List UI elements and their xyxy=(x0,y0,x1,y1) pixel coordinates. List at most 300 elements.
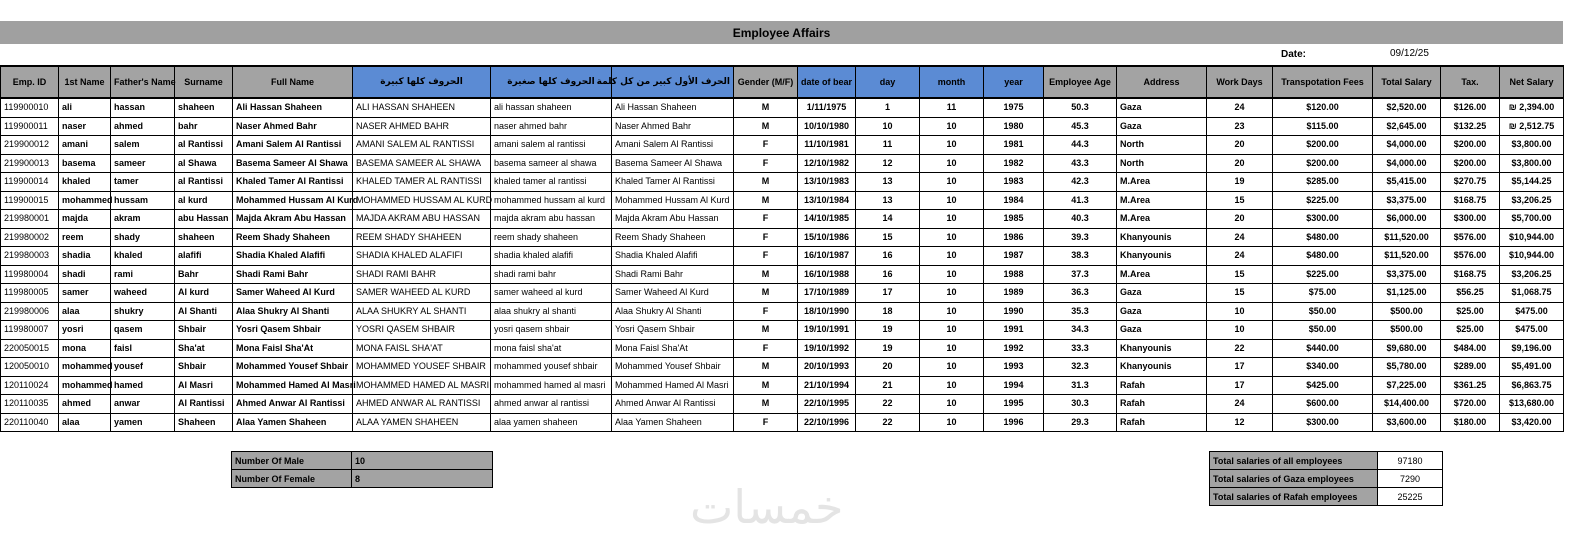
cell-net-salary[interactable]: $10,944.00 xyxy=(1500,228,1564,247)
cell-day[interactable]: 18 xyxy=(856,302,920,321)
column-header-lower-name[interactable]: الحروف كلها صغيرة xyxy=(491,66,612,98)
cell-upper-name[interactable]: MONA FAISL SHA'AT xyxy=(353,339,491,358)
cell-total-salary[interactable]: $500.00 xyxy=(1373,302,1441,321)
cell-full-name[interactable]: Naser Ahmed Bahr xyxy=(233,117,353,136)
cell-first-name[interactable]: alaa xyxy=(59,302,111,321)
cell-address[interactable]: Rafah xyxy=(1117,376,1207,395)
cell-upper-name[interactable]: MAJDA AKRAM ABU HASSAN xyxy=(353,210,491,229)
cell-total-salary[interactable]: $5,780.00 xyxy=(1373,358,1441,377)
cell-employee-age[interactable]: 44.3 xyxy=(1044,136,1117,155)
cell-emp-id[interactable]: 120110035 xyxy=(1,395,59,414)
cell-month[interactable]: 10 xyxy=(920,321,984,340)
cell-transport-fees[interactable]: $600.00 xyxy=(1273,395,1373,414)
cell-upper-name[interactable]: NASER AHMED BAHR xyxy=(353,117,491,136)
cell-gender[interactable]: F xyxy=(734,136,798,155)
cell-year[interactable]: 1984 xyxy=(984,191,1044,210)
cell-lower-name[interactable]: amani salem al rantissi xyxy=(491,136,612,155)
cell-full-name[interactable]: Mona Faisl Sha'At xyxy=(233,339,353,358)
cell-work-days[interactable]: 23 xyxy=(1207,117,1273,136)
cell-emp-id[interactable]: 119980007 xyxy=(1,321,59,340)
cell-first-name[interactable]: samer xyxy=(59,284,111,303)
column-header-total-salary[interactable]: Total Salary xyxy=(1373,66,1441,98)
cell-full-name[interactable]: Shadia Khaled Alafifi xyxy=(233,247,353,266)
cell-emp-id[interactable]: 220050015 xyxy=(1,339,59,358)
cell-lower-name[interactable]: alaa yamen shaheen xyxy=(491,413,612,432)
cell-surname[interactable]: Al Rantissi xyxy=(175,395,233,414)
cell-address[interactable]: Khanyounis xyxy=(1117,247,1207,266)
cell-lower-name[interactable]: reem shady shaheen xyxy=(491,228,612,247)
cell-gender[interactable]: F xyxy=(734,247,798,266)
cell-transport-fees[interactable]: $225.00 xyxy=(1273,265,1373,284)
cell-work-days[interactable]: 22 xyxy=(1207,339,1273,358)
cell-proper-name[interactable]: Ali Hassan Shaheen xyxy=(612,98,734,117)
cell-lower-name[interactable]: majda akram abu hassan xyxy=(491,210,612,229)
cell-transport-fees[interactable]: $225.00 xyxy=(1273,191,1373,210)
cell-upper-name[interactable]: AHMED ANWAR AL RANTISSI xyxy=(353,395,491,414)
cell-tax[interactable]: $132.25 xyxy=(1441,117,1500,136)
cell-first-name[interactable]: mohammed xyxy=(59,358,111,377)
cell-gender[interactable]: M xyxy=(734,191,798,210)
cell-employee-age[interactable]: 31.3 xyxy=(1044,376,1117,395)
cell-work-days[interactable]: 24 xyxy=(1207,228,1273,247)
cell-first-name[interactable]: naser xyxy=(59,117,111,136)
cell-first-name[interactable]: ali xyxy=(59,98,111,117)
cell-surname[interactable]: al Rantissi xyxy=(175,136,233,155)
cell-tax[interactable]: $576.00 xyxy=(1441,228,1500,247)
cell-upper-name[interactable]: YOSRI QASEM SHBAIR xyxy=(353,321,491,340)
cell-date-of-birth[interactable]: 1/11/1975 xyxy=(798,98,856,117)
cell-year[interactable]: 1989 xyxy=(984,284,1044,303)
cell-lower-name[interactable]: mohammed yousef shbair xyxy=(491,358,612,377)
cell-tax[interactable]: $484.00 xyxy=(1441,339,1500,358)
cell-upper-name[interactable]: ALAA SHUKRY AL SHANTI xyxy=(353,302,491,321)
cell-lower-name[interactable]: yosri qasem shbair xyxy=(491,321,612,340)
cell-work-days[interactable]: 20 xyxy=(1207,136,1273,155)
cell-transport-fees[interactable]: $480.00 xyxy=(1273,228,1373,247)
cell-emp-id[interactable]: 120050010 xyxy=(1,358,59,377)
cell-full-name[interactable]: Alaa Yamen Shaheen xyxy=(233,413,353,432)
cell-year[interactable]: 1996 xyxy=(984,413,1044,432)
cell-lower-name[interactable]: ali hassan shaheen xyxy=(491,98,612,117)
cell-fathers-name[interactable]: shady xyxy=(111,228,175,247)
cell-month[interactable]: 10 xyxy=(920,117,984,136)
cell-proper-name[interactable]: Reem Shady Shaheen xyxy=(612,228,734,247)
cell-day[interactable]: 16 xyxy=(856,265,920,284)
cell-fathers-name[interactable]: rami xyxy=(111,265,175,284)
cell-employee-age[interactable]: 36.3 xyxy=(1044,284,1117,303)
cell-fathers-name[interactable]: waheed xyxy=(111,284,175,303)
cell-first-name[interactable]: yosri xyxy=(59,321,111,340)
cell-emp-id[interactable]: 219900012 xyxy=(1,136,59,155)
cell-tax[interactable]: $56.25 xyxy=(1441,284,1500,303)
cell-net-salary[interactable]: $1,068.75 xyxy=(1500,284,1564,303)
cell-gender[interactable]: M xyxy=(734,395,798,414)
cell-first-name[interactable]: khaled xyxy=(59,173,111,192)
cell-year[interactable]: 1975 xyxy=(984,98,1044,117)
cell-tax[interactable]: $270.75 xyxy=(1441,173,1500,192)
cell-date-of-birth[interactable]: 18/10/1990 xyxy=(798,302,856,321)
column-header-month[interactable]: month xyxy=(920,66,984,98)
column-header-full-name[interactable]: Full Name xyxy=(233,66,353,98)
cell-date-of-birth[interactable]: 13/10/1984 xyxy=(798,191,856,210)
cell-total-salary[interactable]: $3,375.00 xyxy=(1373,191,1441,210)
cell-surname[interactable]: al Shawa xyxy=(175,154,233,173)
cell-transport-fees[interactable]: $285.00 xyxy=(1273,173,1373,192)
cell-employee-age[interactable]: 50.3 xyxy=(1044,98,1117,117)
cell-day[interactable]: 11 xyxy=(856,136,920,155)
cell-month[interactable]: 11 xyxy=(920,98,984,117)
cell-fathers-name[interactable]: sameer xyxy=(111,154,175,173)
cell-work-days[interactable]: 19 xyxy=(1207,173,1273,192)
cell-month[interactable]: 10 xyxy=(920,302,984,321)
cell-address[interactable]: Khanyounis xyxy=(1117,358,1207,377)
cell-fathers-name[interactable]: yousef xyxy=(111,358,175,377)
column-header-surname[interactable]: Surname xyxy=(175,66,233,98)
cell-surname[interactable]: Bahr xyxy=(175,265,233,284)
cell-lower-name[interactable]: ahmed anwar al rantissi xyxy=(491,395,612,414)
cell-emp-id[interactable]: 119900014 xyxy=(1,173,59,192)
cell-full-name[interactable]: Mohammed Hussam Al Kurd xyxy=(233,191,353,210)
cell-day[interactable]: 21 xyxy=(856,376,920,395)
cell-surname[interactable]: bahr xyxy=(175,117,233,136)
cell-net-salary[interactable]: $5,700.00 xyxy=(1500,210,1564,229)
column-header-address[interactable]: Address xyxy=(1117,66,1207,98)
cell-transport-fees[interactable]: $75.00 xyxy=(1273,284,1373,303)
cell-work-days[interactable]: 12 xyxy=(1207,413,1273,432)
cell-fathers-name[interactable]: salem xyxy=(111,136,175,155)
cell-net-salary[interactable]: $3,206.25 xyxy=(1500,191,1564,210)
column-header-fathers-name[interactable]: Father's Name xyxy=(111,66,175,98)
cell-transport-fees[interactable]: $440.00 xyxy=(1273,339,1373,358)
cell-surname[interactable]: Shaheen xyxy=(175,413,233,432)
cell-work-days[interactable]: 24 xyxy=(1207,247,1273,266)
cell-tax[interactable]: $200.00 xyxy=(1441,136,1500,155)
cell-upper-name[interactable]: ALI HASSAN SHAHEEN xyxy=(353,98,491,117)
cell-date-of-birth[interactable]: 17/10/1989 xyxy=(798,284,856,303)
cell-employee-age[interactable]: 43.3 xyxy=(1044,154,1117,173)
cell-tax[interactable]: $180.00 xyxy=(1441,413,1500,432)
cell-upper-name[interactable]: ALAA YAMEN SHAHEEN xyxy=(353,413,491,432)
cell-date-of-birth[interactable]: 15/10/1986 xyxy=(798,228,856,247)
cell-lower-name[interactable]: basema sameer al shawa xyxy=(491,154,612,173)
cell-transport-fees[interactable]: $300.00 xyxy=(1273,210,1373,229)
cell-net-salary[interactable]: ₪ 2,394.00 xyxy=(1500,98,1564,117)
cell-work-days[interactable]: 20 xyxy=(1207,154,1273,173)
cell-tax[interactable]: $25.00 xyxy=(1441,302,1500,321)
cell-total-salary[interactable]: $4,000.00 xyxy=(1373,136,1441,155)
cell-date-of-birth[interactable]: 22/10/1996 xyxy=(798,413,856,432)
cell-net-salary[interactable]: $5,144.25 xyxy=(1500,173,1564,192)
cell-tax[interactable]: $126.00 xyxy=(1441,98,1500,117)
cell-full-name[interactable]: Khaled Tamer Al Rantissi xyxy=(233,173,353,192)
cell-address[interactable]: Khanyounis xyxy=(1117,228,1207,247)
cell-gender[interactable]: F xyxy=(734,413,798,432)
cell-emp-id[interactable]: 119980005 xyxy=(1,284,59,303)
cell-day[interactable]: 13 xyxy=(856,173,920,192)
column-header-upper-name[interactable]: الحروف كلها كبيرة xyxy=(353,66,491,98)
cell-date-of-birth[interactable]: 13/10/1983 xyxy=(798,173,856,192)
cell-year[interactable]: 1994 xyxy=(984,376,1044,395)
cell-work-days[interactable]: 10 xyxy=(1207,321,1273,340)
cell-employee-age[interactable]: 41.3 xyxy=(1044,191,1117,210)
cell-date-of-birth[interactable]: 10/10/1980 xyxy=(798,117,856,136)
cell-day[interactable]: 1 xyxy=(856,98,920,117)
cell-address[interactable]: M.Area xyxy=(1117,191,1207,210)
cell-gender[interactable]: F xyxy=(734,339,798,358)
cell-proper-name[interactable]: Shadi Rami Bahr xyxy=(612,265,734,284)
cell-gender[interactable]: M xyxy=(734,117,798,136)
cell-work-days[interactable]: 15 xyxy=(1207,191,1273,210)
cell-day[interactable]: 20 xyxy=(856,358,920,377)
cell-year[interactable]: 1993 xyxy=(984,358,1044,377)
cell-gender[interactable]: M xyxy=(734,265,798,284)
cell-month[interactable]: 10 xyxy=(920,339,984,358)
cell-date-of-birth[interactable]: 14/10/1985 xyxy=(798,210,856,229)
cell-date-of-birth[interactable]: 16/10/1988 xyxy=(798,265,856,284)
cell-transport-fees[interactable]: $115.00 xyxy=(1273,117,1373,136)
gender-summary-value[interactable]: 10 xyxy=(352,452,493,470)
cell-tax[interactable]: $300.00 xyxy=(1441,210,1500,229)
cell-surname[interactable]: abu Hassan xyxy=(175,210,233,229)
cell-transport-fees[interactable]: $425.00 xyxy=(1273,376,1373,395)
cell-upper-name[interactable]: AMANI SALEM AL RANTISSI xyxy=(353,136,491,155)
cell-work-days[interactable]: 24 xyxy=(1207,98,1273,117)
cell-day[interactable]: 19 xyxy=(856,321,920,340)
column-header-net-salary[interactable]: Net Salary xyxy=(1500,66,1564,98)
cell-net-salary[interactable]: $3,800.00 xyxy=(1500,154,1564,173)
cell-emp-id[interactable]: 219980003 xyxy=(1,247,59,266)
cell-employee-age[interactable]: 35.3 xyxy=(1044,302,1117,321)
cell-proper-name[interactable]: Basema Sameer Al Shawa xyxy=(612,154,734,173)
cell-address[interactable]: Gaza xyxy=(1117,284,1207,303)
cell-first-name[interactable]: basema xyxy=(59,154,111,173)
cell-day[interactable]: 14 xyxy=(856,210,920,229)
cell-total-salary[interactable]: $3,375.00 xyxy=(1373,265,1441,284)
cell-fathers-name[interactable]: qasem xyxy=(111,321,175,340)
cell-total-salary[interactable]: $6,000.00 xyxy=(1373,210,1441,229)
cell-gender[interactable]: F xyxy=(734,210,798,229)
cell-year[interactable]: 1980 xyxy=(984,117,1044,136)
cell-full-name[interactable]: Yosri Qasem Shbair xyxy=(233,321,353,340)
column-header-year[interactable]: year xyxy=(984,66,1044,98)
cell-work-days[interactable]: 17 xyxy=(1207,376,1273,395)
cell-full-name[interactable]: Ali Hassan Shaheen xyxy=(233,98,353,117)
cell-transport-fees[interactable]: $200.00 xyxy=(1273,136,1373,155)
cell-emp-id[interactable]: 119900015 xyxy=(1,191,59,210)
column-header-work-days[interactable]: Work Days xyxy=(1207,66,1273,98)
cell-surname[interactable]: Shbair xyxy=(175,321,233,340)
cell-upper-name[interactable]: SHADIA KHALED ALAFIFI xyxy=(353,247,491,266)
cell-upper-name[interactable]: MOHAMMED HUSSAM AL KURD xyxy=(353,191,491,210)
cell-full-name[interactable]: Mohammed Yousef Shbair xyxy=(233,358,353,377)
cell-tax[interactable]: $25.00 xyxy=(1441,321,1500,340)
cell-fathers-name[interactable]: faisl xyxy=(111,339,175,358)
cell-emp-id[interactable]: 119980004 xyxy=(1,265,59,284)
cell-surname[interactable]: al Rantissi xyxy=(175,173,233,192)
cell-fathers-name[interactable]: yamen xyxy=(111,413,175,432)
cell-surname[interactable]: Al Shanti xyxy=(175,302,233,321)
cell-total-salary[interactable]: $500.00 xyxy=(1373,321,1441,340)
cell-proper-name[interactable]: Samer Waheed Al Kurd xyxy=(612,284,734,303)
cell-full-name[interactable]: Ahmed Anwar Al Rantissi xyxy=(233,395,353,414)
cell-fathers-name[interactable]: tamer xyxy=(111,173,175,192)
cell-month[interactable]: 10 xyxy=(920,395,984,414)
cell-year[interactable]: 1982 xyxy=(984,154,1044,173)
cell-net-salary[interactable]: $3,206.25 xyxy=(1500,265,1564,284)
cell-fathers-name[interactable]: khaled xyxy=(111,247,175,266)
cell-surname[interactable]: al kurd xyxy=(175,191,233,210)
cell-emp-id[interactable]: 219980002 xyxy=(1,228,59,247)
cell-month[interactable]: 10 xyxy=(920,210,984,229)
cell-total-salary[interactable]: $11,520.00 xyxy=(1373,247,1441,266)
cell-proper-name[interactable]: Naser Ahmed Bahr xyxy=(612,117,734,136)
cell-year[interactable]: 1995 xyxy=(984,395,1044,414)
salary-summary-value[interactable]: 97180 xyxy=(1378,452,1443,470)
cell-transport-fees[interactable]: $50.00 xyxy=(1273,321,1373,340)
cell-surname[interactable]: Shbair xyxy=(175,358,233,377)
cell-proper-name[interactable]: Mohammed Hussam Al Kurd xyxy=(612,191,734,210)
cell-proper-name[interactable]: Amani Salem Al Rantissi xyxy=(612,136,734,155)
cell-address[interactable]: North xyxy=(1117,136,1207,155)
cell-gender[interactable]: F xyxy=(734,228,798,247)
cell-first-name[interactable]: alaa xyxy=(59,413,111,432)
cell-tax[interactable]: $168.75 xyxy=(1441,191,1500,210)
cell-full-name[interactable]: Amani Salem Al Rantissi xyxy=(233,136,353,155)
cell-date-of-birth[interactable]: 11/10/1981 xyxy=(798,136,856,155)
cell-year[interactable]: 1987 xyxy=(984,247,1044,266)
cell-net-salary[interactable]: $9,196.00 xyxy=(1500,339,1564,358)
cell-date-of-birth[interactable]: 21/10/1994 xyxy=(798,376,856,395)
cell-employee-age[interactable]: 32.3 xyxy=(1044,358,1117,377)
cell-address[interactable]: M.Area xyxy=(1117,265,1207,284)
cell-full-name[interactable]: Basema Sameer Al Shawa xyxy=(233,154,353,173)
cell-transport-fees[interactable]: $120.00 xyxy=(1273,98,1373,117)
cell-lower-name[interactable]: alaa shukry al shanti xyxy=(491,302,612,321)
cell-upper-name[interactable]: SAMER WAHEED AL KURD xyxy=(353,284,491,303)
cell-date-of-birth[interactable]: 12/10/1982 xyxy=(798,154,856,173)
cell-tax[interactable]: $168.75 xyxy=(1441,265,1500,284)
cell-net-salary[interactable]: $5,491.00 xyxy=(1500,358,1564,377)
cell-full-name[interactable]: Shadi Rami Bahr xyxy=(233,265,353,284)
column-header-first-name[interactable]: 1st Name xyxy=(59,66,111,98)
cell-day[interactable]: 10 xyxy=(856,117,920,136)
cell-total-salary[interactable]: $5,415.00 xyxy=(1373,173,1441,192)
cell-first-name[interactable]: shadia xyxy=(59,247,111,266)
cell-tax[interactable]: $720.00 xyxy=(1441,395,1500,414)
cell-address[interactable]: Gaza xyxy=(1117,98,1207,117)
cell-address[interactable]: North xyxy=(1117,154,1207,173)
cell-address[interactable]: Rafah xyxy=(1117,413,1207,432)
cell-work-days[interactable]: 20 xyxy=(1207,210,1273,229)
cell-day[interactable]: 22 xyxy=(856,413,920,432)
cell-net-salary[interactable]: $3,420.00 xyxy=(1500,413,1564,432)
cell-month[interactable]: 10 xyxy=(920,154,984,173)
cell-emp-id[interactable]: 120110024 xyxy=(1,376,59,395)
cell-employee-age[interactable]: 38.3 xyxy=(1044,247,1117,266)
cell-fathers-name[interactable]: ahmed xyxy=(111,117,175,136)
cell-year[interactable]: 1986 xyxy=(984,228,1044,247)
column-header-employee-age[interactable]: Employee Age xyxy=(1044,66,1117,98)
cell-surname[interactable]: alafifi xyxy=(175,247,233,266)
cell-lower-name[interactable]: mohammed hamed al masri xyxy=(491,376,612,395)
cell-upper-name[interactable]: BASEMA SAMEER AL SHAWA xyxy=(353,154,491,173)
cell-year[interactable]: 1990 xyxy=(984,302,1044,321)
cell-fathers-name[interactable]: anwar xyxy=(111,395,175,414)
cell-transport-fees[interactable]: $340.00 xyxy=(1273,358,1373,377)
cell-surname[interactable]: Al Masri xyxy=(175,376,233,395)
cell-year[interactable]: 1988 xyxy=(984,265,1044,284)
cell-upper-name[interactable]: SHADI RAMI BAHR xyxy=(353,265,491,284)
cell-first-name[interactable]: mohammed xyxy=(59,376,111,395)
cell-date-of-birth[interactable]: 19/10/1992 xyxy=(798,339,856,358)
cell-net-salary[interactable]: $3,800.00 xyxy=(1500,136,1564,155)
cell-first-name[interactable]: shadi xyxy=(59,265,111,284)
cell-date-of-birth[interactable]: 16/10/1987 xyxy=(798,247,856,266)
column-header-tax[interactable]: Tax. xyxy=(1441,66,1500,98)
cell-lower-name[interactable]: naser ahmed bahr xyxy=(491,117,612,136)
cell-proper-name[interactable]: Mohammed Yousef Shbair xyxy=(612,358,734,377)
column-header-transport-fees[interactable]: Transpotation Fees xyxy=(1273,66,1373,98)
column-header-gender[interactable]: Gender (M/F) xyxy=(734,66,798,98)
gender-summary-value[interactable]: 8 xyxy=(352,470,493,488)
cell-first-name[interactable]: amani xyxy=(59,136,111,155)
cell-total-salary[interactable]: $2,520.00 xyxy=(1373,98,1441,117)
cell-month[interactable]: 10 xyxy=(920,247,984,266)
cell-lower-name[interactable]: shadi rami bahr xyxy=(491,265,612,284)
cell-employee-age[interactable]: 40.3 xyxy=(1044,210,1117,229)
cell-surname[interactable]: shaheen xyxy=(175,98,233,117)
cell-month[interactable]: 10 xyxy=(920,265,984,284)
cell-net-salary[interactable]: $6,863.75 xyxy=(1500,376,1564,395)
cell-first-name[interactable]: majda xyxy=(59,210,111,229)
cell-proper-name[interactable]: Yosri Qasem Shbair xyxy=(612,321,734,340)
cell-work-days[interactable]: 15 xyxy=(1207,265,1273,284)
cell-first-name[interactable]: mona xyxy=(59,339,111,358)
cell-date-of-birth[interactable]: 22/10/1995 xyxy=(798,395,856,414)
cell-employee-age[interactable]: 30.3 xyxy=(1044,395,1117,414)
cell-day[interactable]: 22 xyxy=(856,395,920,414)
cell-full-name[interactable]: Majda Akram Abu Hassan xyxy=(233,210,353,229)
cell-emp-id[interactable]: 219980001 xyxy=(1,210,59,229)
cell-net-salary[interactable]: $475.00 xyxy=(1500,302,1564,321)
cell-employee-age[interactable]: 39.3 xyxy=(1044,228,1117,247)
cell-proper-name[interactable]: Ahmed Anwar Al Rantissi xyxy=(612,395,734,414)
cell-net-salary[interactable]: ₪ 2,512.75 xyxy=(1500,117,1564,136)
cell-tax[interactable]: $200.00 xyxy=(1441,154,1500,173)
cell-employee-age[interactable]: 42.3 xyxy=(1044,173,1117,192)
cell-proper-name[interactable]: Shadia Khaled Alafifi xyxy=(612,247,734,266)
cell-upper-name[interactable]: MOHAMMED YOUSEF SHBAIR xyxy=(353,358,491,377)
cell-full-name[interactable]: Alaa Shukry Al Shanti xyxy=(233,302,353,321)
cell-gender[interactable]: M xyxy=(734,173,798,192)
cell-net-salary[interactable]: $13,680.00 xyxy=(1500,395,1564,414)
cell-transport-fees[interactable]: $300.00 xyxy=(1273,413,1373,432)
cell-first-name[interactable]: mohammed xyxy=(59,191,111,210)
cell-month[interactable]: 10 xyxy=(920,173,984,192)
cell-gender[interactable]: F xyxy=(734,302,798,321)
cell-emp-id[interactable]: 119900010 xyxy=(1,98,59,117)
cell-work-days[interactable]: 17 xyxy=(1207,358,1273,377)
cell-date-of-birth[interactable]: 20/10/1993 xyxy=(798,358,856,377)
cell-gender[interactable]: M xyxy=(734,321,798,340)
cell-fathers-name[interactable]: hamed xyxy=(111,376,175,395)
cell-work-days[interactable]: 15 xyxy=(1207,284,1273,303)
cell-first-name[interactable]: reem xyxy=(59,228,111,247)
cell-month[interactable]: 10 xyxy=(920,191,984,210)
cell-lower-name[interactable]: mohammed hussam al kurd xyxy=(491,191,612,210)
cell-year[interactable]: 1983 xyxy=(984,173,1044,192)
cell-surname[interactable]: Sha'at xyxy=(175,339,233,358)
